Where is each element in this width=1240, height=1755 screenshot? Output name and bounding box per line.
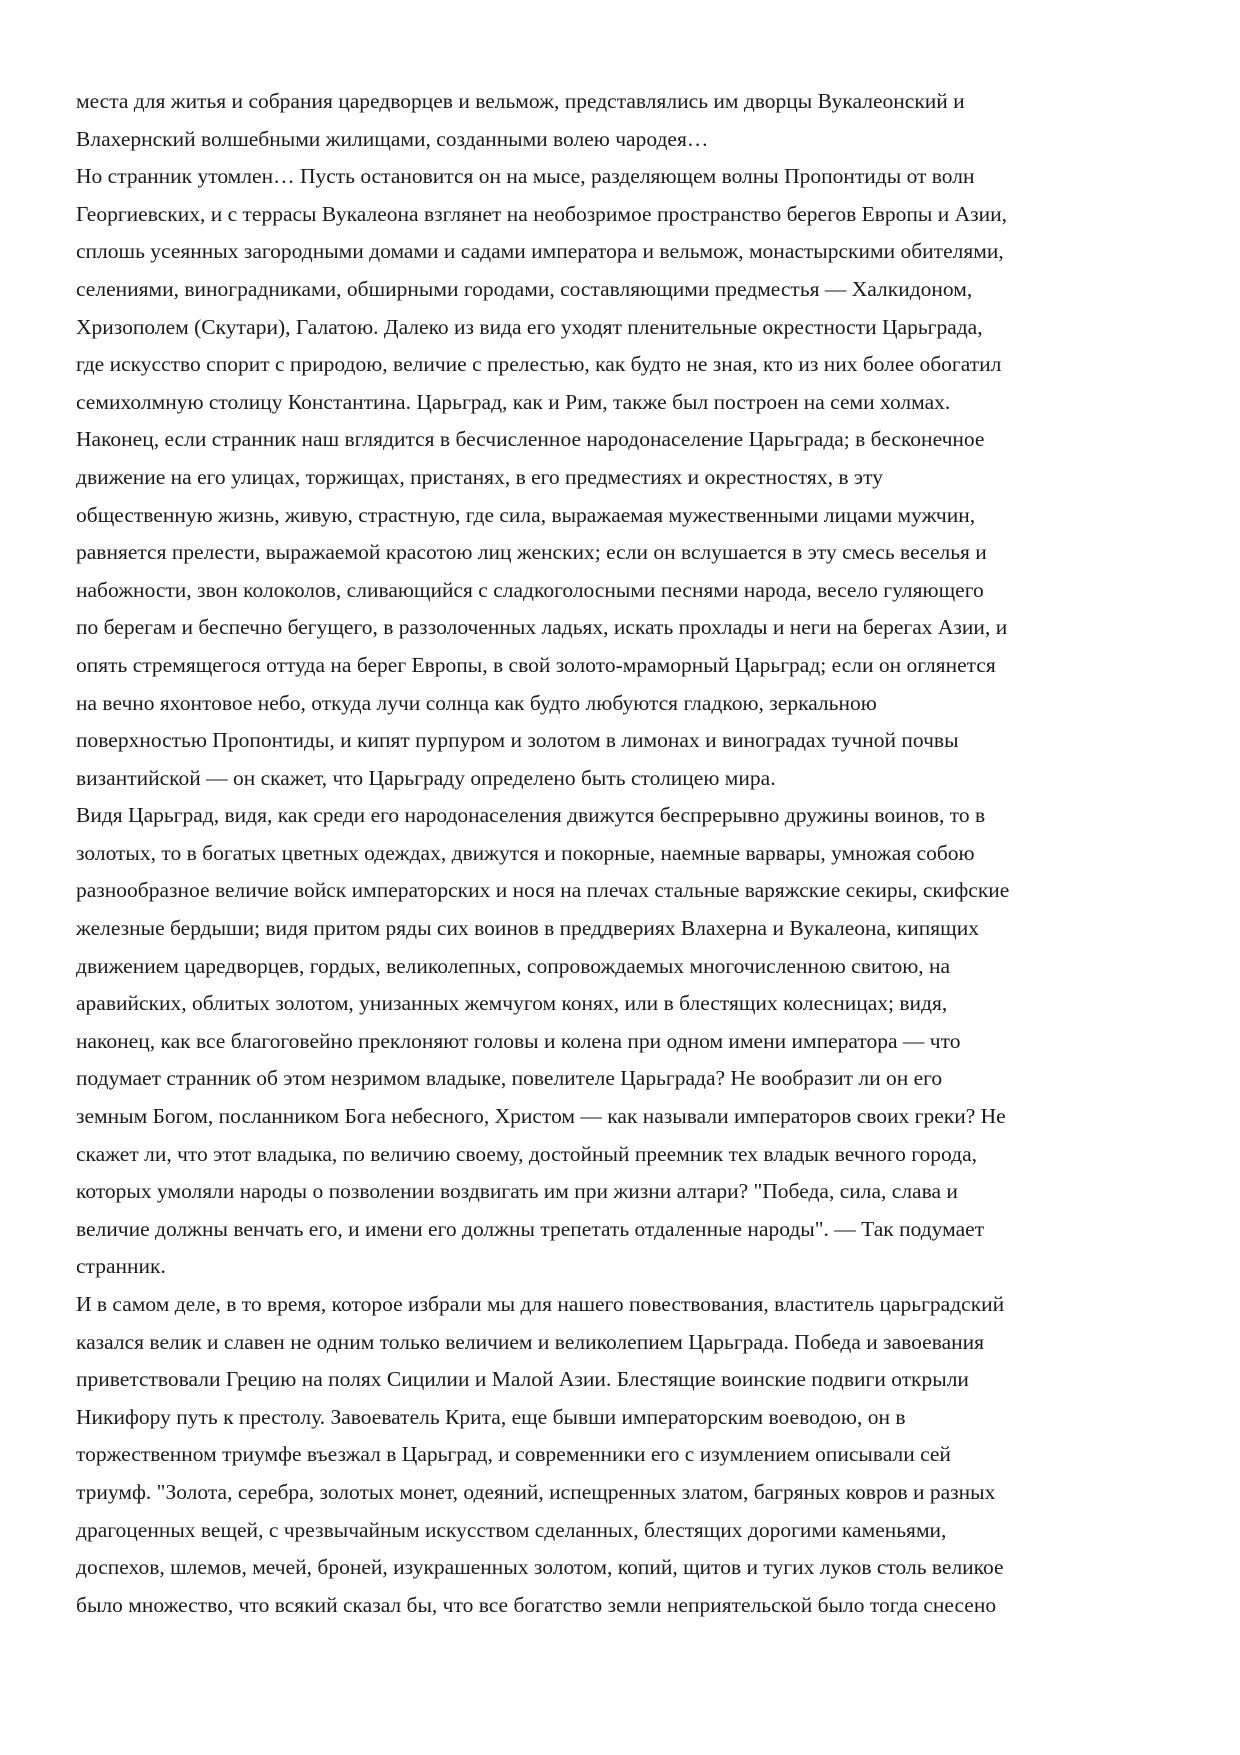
text-line: Наконец, если странник наш вглядится в бесчисленное народонаселение Царьграда; в бесконечное xyxy=(76,427,985,452)
text-line: Георгиевских, и с террасы Вукалеона взглянет на необозримое пространство берегов Европы и Азии, xyxy=(76,201,1008,226)
text-line: опять стремящегося оттуда на берег Европы, в свой золото-мраморный Царьград; если он оглянется xyxy=(76,652,996,677)
text-line: доспехов, шлемов, мечей, броней, изукрашенных золотом, копий, щитов и тугих луков столь великое xyxy=(76,1555,1004,1580)
text-line: приветствовали Грецию на полях Сицилии и Малой Азии. Блестящие воинские подвиги открыли xyxy=(76,1367,969,1392)
text-line: поверхностью Пропонтиды, и кипят пурпуром и золотом в лимонах и виноградах тучной почвы xyxy=(76,728,959,753)
text-line: Влахернский волшебными жилищами, созданными волею чародея… xyxy=(76,126,709,151)
text-line: по берегам и беспечно бегущего, в раззолоченных ладьях, искать прохлады и неги на берегах Азии, и xyxy=(76,615,1008,640)
text-line: подумает странник об этом незримом владыке, повелителе Царьграда? Не вообразит ли он его xyxy=(76,1066,943,1091)
text-line: где искусство спорит с природою, величие с прелестью, как будто не зная, кто из них более обогатил xyxy=(76,352,1002,377)
text-line: движением царедворцев, гордых, великолепных, сопровождаемых многочисленною свитою, на xyxy=(76,953,951,978)
text-line: селениями, виноградниками, обширными городами, составляющими предместья — Халкидоном, xyxy=(76,276,973,301)
text-line: торжественном триумфе въезжал в Царьград, и современники его с изумлением описывали сей xyxy=(76,1442,951,1467)
text-line: аравийских, облитых золотом, унизанных жемчугом конях, или в блестящих колесницах; видя, xyxy=(76,991,948,1016)
text-line: Видя Царьград, видя, как среди его народонаселения движутся беспрерывно дружины воинов, то в xyxy=(76,803,986,828)
text-line: скажет ли, что этот владыка, по величию своему, достойный преемник тех владык вечного города, xyxy=(76,1141,978,1166)
text-line: византийской — он скажет, что Царьграду определено быть столицею мира. xyxy=(76,765,776,790)
text-line: драгоценных вещей, с чрезвычайным искусством сделанных, блестящих дорогими каменьями, xyxy=(76,1517,947,1542)
text-line: земным Богом, посланником Бога небесного, Христом — как называли императоров своих греки? Не xyxy=(76,1104,1006,1129)
text-line: Хризополем (Скутари), Галатою. Далеко из вида его уходят пленительные окрестности Царьграда, xyxy=(76,314,983,339)
text-line: величие должны венчать его, и имени его должны трепетать отдаленные народы". — Так подумает xyxy=(76,1216,985,1241)
text-line: набожности, звон колоколов, сливающийся с сладкоголосными песнями народа, весело гуляющего xyxy=(76,577,984,602)
text-line: наконец, как все благоговейно преклоняют головы и колена при одном имени императора — что xyxy=(76,1028,961,1053)
text-line: которых умоляли народы о позволении воздвигать им при жизни алтари? "Победа, сила, слава и xyxy=(76,1179,958,1204)
document-page xyxy=(76,83,1176,1624)
text-line: И в самом деле, в то время, которое избрали мы для нашего повествования, властитель царьградский xyxy=(76,1292,1005,1316)
text-line: места для житья и собрания царедворцев и вельмож, представлялись им дворцы Вукалеонский и xyxy=(76,89,965,113)
text-line: на вечно яхонтовое небо, откуда лучи солнца как будто любуются гладкою, зеркальною xyxy=(76,690,877,715)
text-line: движение на его улицах, торжищах, пристанях, в его предместиях и окрестностях, в эту xyxy=(76,464,883,489)
text-line: семихолмную столицу Константина. Царьград, как и Рим, также был построен на семи холмах. xyxy=(76,389,951,414)
text-line: золотых, то в богатых цветных одеждах, движутся и покорные, наемные варвары, умножая собою xyxy=(76,840,975,865)
text-line: триумф. "Золота, серебра, золотых монет, одеяний, испещренных златом, багряных ковров и разных xyxy=(76,1479,996,1504)
text-line: сплошь усеянных загородными домами и садами императора и вельмож, монастырскими обителями, xyxy=(76,239,1004,264)
text-line: было множество, что всякий сказал бы, что все богатство земли неприятельской было тогда снесено xyxy=(76,1592,997,1617)
text-line: разнообразное величие войск императорских и нося на плечах стальные варяжские секиры, скифские xyxy=(76,878,1010,903)
text-line: железные бердыши; видя притом ряды сих воинов в преддвериях Влахерна и Вукалеона, кипящих xyxy=(76,916,979,941)
text-line: Никифору путь к престолу. Завоеватель Крита, еще бывши императорским воеводою, он в xyxy=(76,1404,906,1429)
text-line: равняется прелести, выражаемой красотою лиц женских; если он вслушается в эту смесь веселья и xyxy=(76,540,987,565)
text-line: общественную жизнь, живую, страстную, где сила, выражаемая мужественными лицами мужчин, xyxy=(76,502,976,527)
text-line: странник. xyxy=(76,1254,166,1279)
text-line: Но странник утомлен… Пусть остановится он на мысе, разделяющем волны Пропонтиды от волн xyxy=(76,164,975,189)
text-line: казался велик и славен не одним только величием и великолепием Царьграда. Победа и завоевания xyxy=(76,1329,985,1354)
